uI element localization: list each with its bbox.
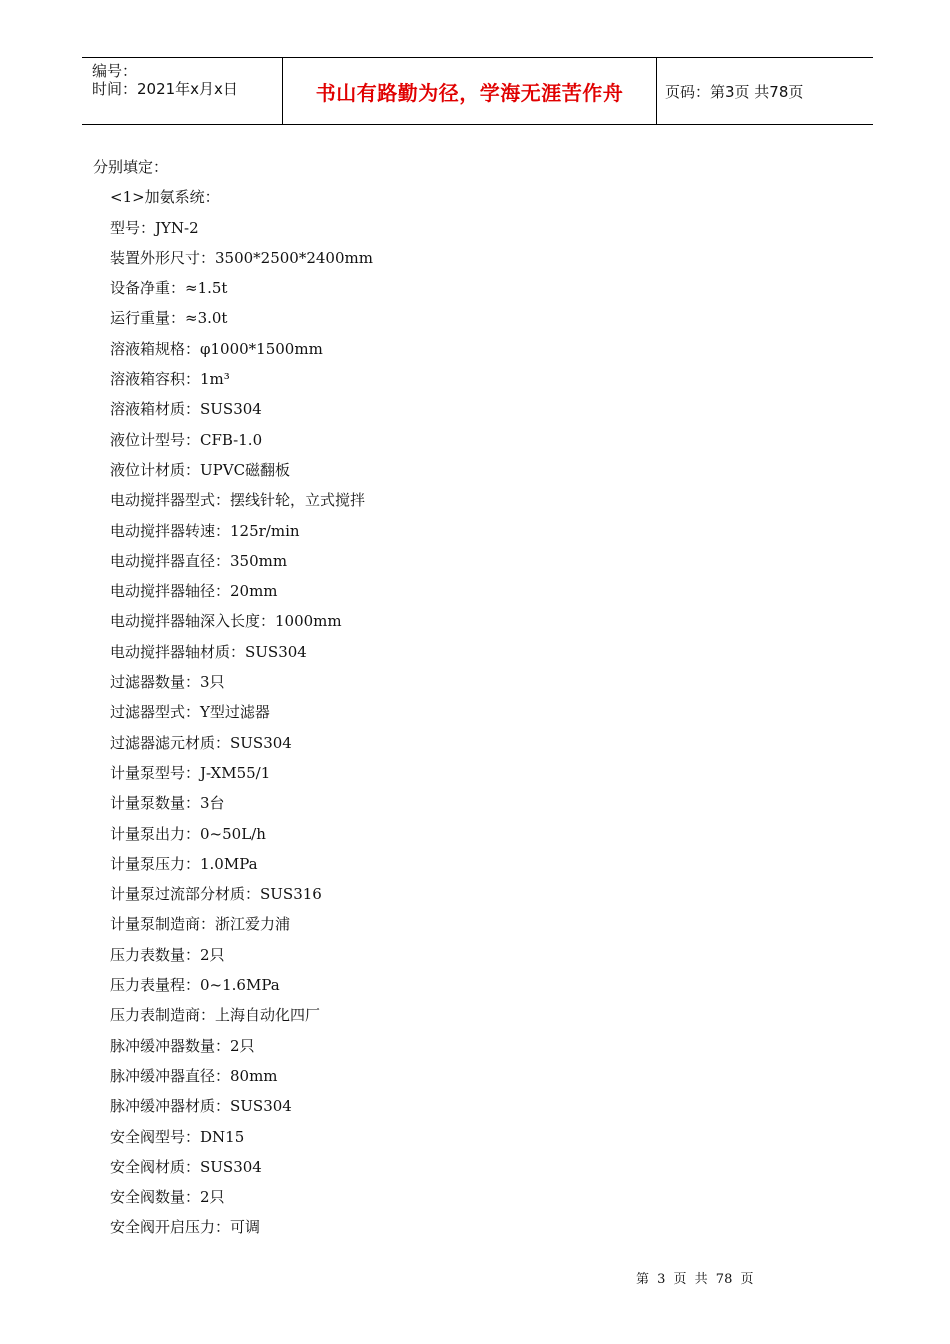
- spec-line: 脉冲缓冲器数量：2只: [110, 1036, 255, 1055]
- spec-line: 脉冲缓冲器直径：80mm: [110, 1066, 278, 1085]
- spec-line: 安全阀开启压力：可调: [110, 1218, 261, 1237]
- spec-line: 电动搅拌器轴深入长度：1000mm: [110, 612, 342, 631]
- spec-list: [93, 182, 373, 1242]
- spec-line: 设备净重：≈1.5t: [110, 279, 228, 298]
- date-label: 时间：2021年x月x日: [92, 80, 238, 98]
- spec-line: 电动搅拌器轴径：20mm: [110, 582, 278, 601]
- motto-text: 书山有路勤为径，学海无涯苦作舟: [315, 80, 624, 105]
- document-body: [93, 152, 373, 1243]
- spec-line: 液位计型号：CFB-1.0: [110, 430, 263, 449]
- spec-line: 装置外形尺寸：3500*2500*2400mm: [110, 248, 373, 267]
- intro-line: 分别填定：: [93, 158, 169, 176]
- spec-line: 电动搅拌器型式：摆线针轮，立式搅拌: [110, 491, 366, 510]
- header-info-cell: [82, 58, 283, 124]
- spec-line: 过滤器型式：Y型过滤器: [110, 703, 270, 722]
- spec-line: 计量泵型号：J-XM55/1: [110, 763, 271, 782]
- header-motto-cell: [283, 58, 657, 124]
- spec-line: 液位计材质：UPVC磁翻板: [110, 460, 291, 479]
- number-label: 编号：: [92, 62, 138, 80]
- spec-line: 计量泵数量：3台: [110, 794, 225, 813]
- spec-line: 压力表量程：0~1.6MPa: [110, 976, 280, 995]
- spec-line: 溶液箱规格：φ1000*1500mm: [110, 339, 323, 358]
- header-page-info: 页码：第3页 共78页: [665, 82, 804, 101]
- spec-line: 安全阀材质：SUS304: [110, 1157, 262, 1176]
- spec-line: 电动搅拌器转速：125r/min: [110, 521, 300, 540]
- spec-line: 计量泵出力：0~50L/h: [110, 824, 266, 843]
- spec-line: 安全阀型号：DN15: [110, 1127, 245, 1146]
- spec-line: 安全阀数量：2只: [110, 1188, 225, 1207]
- spec-line: 计量泵压力：1.0MPa: [110, 854, 258, 873]
- spec-line: 运行重量：≈3.0t: [110, 309, 228, 328]
- spec-line: 脉冲缓冲器材质：SUS304: [110, 1097, 292, 1116]
- page-header: [82, 57, 873, 125]
- spec-line: 溶液箱材质：SUS304: [110, 400, 262, 419]
- header-page-cell: [657, 58, 873, 124]
- spec-line: 压力表数量：2只: [110, 945, 225, 964]
- page-footer: 第 3 页 共 78 页: [636, 1272, 754, 1287]
- spec-line: 压力表制造商：上海自动化四厂: [110, 1006, 321, 1025]
- spec-line: 过滤器滤元材质：SUS304: [110, 733, 292, 752]
- spec-line: 计量泵过流部分材质：SUS316: [110, 885, 322, 904]
- spec-line: 计量泵制造商：浙江爱力浦: [110, 915, 291, 934]
- spec-line: 型号：JYN-2: [110, 218, 199, 237]
- spec-line: 电动搅拌器轴材质：SUS304: [110, 642, 307, 661]
- spec-line: 溶液箱容积：1m³: [110, 370, 230, 389]
- spec-line: 电动搅拌器直径：350mm: [110, 551, 288, 570]
- spec-line: 过滤器数量：3只: [110, 673, 225, 692]
- spec-line: <1>加氨系统：: [110, 188, 220, 207]
